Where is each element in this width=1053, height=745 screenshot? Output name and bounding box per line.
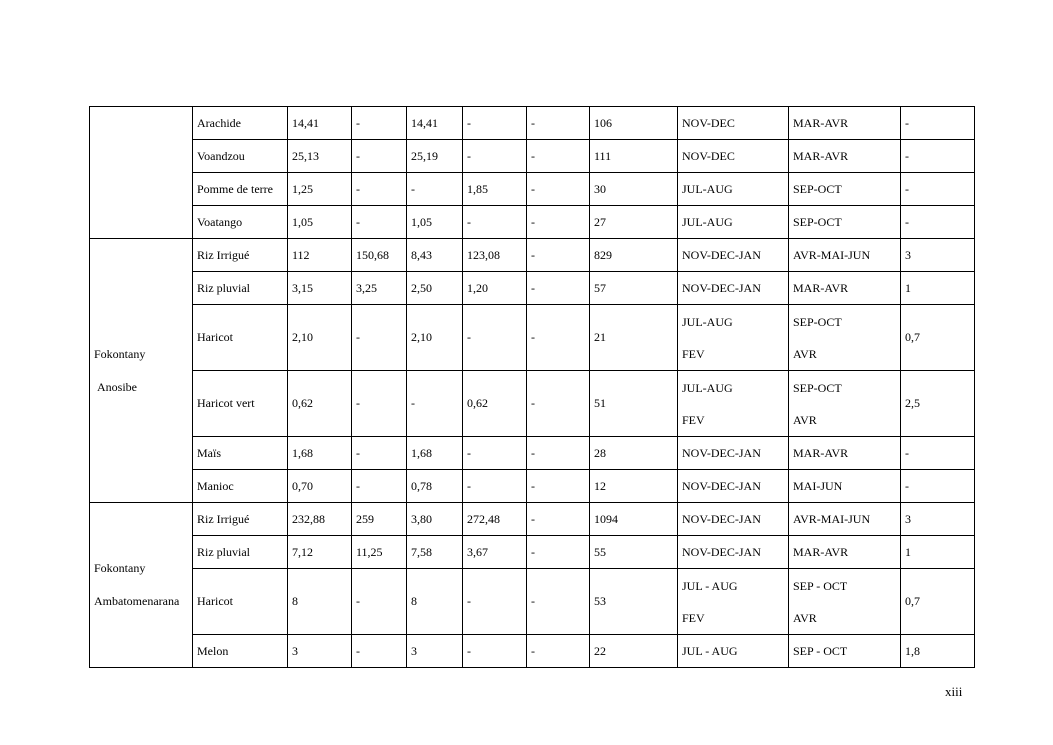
table-cell: 3 — [901, 503, 975, 536]
table-cell: 259 — [352, 503, 407, 536]
table-row — [90, 371, 975, 437]
table-cell: - — [463, 107, 527, 140]
table-cell: 3,67 — [463, 536, 527, 569]
table-cell: NOV-DEC-JAN — [678, 239, 789, 272]
table-cell: 0,70 — [288, 470, 352, 503]
table-cell: - — [527, 503, 590, 536]
cell-line: FEV — [682, 346, 705, 361]
table-cell: MAR-AVR — [789, 272, 901, 305]
table-cell: 25,19 — [407, 140, 463, 173]
table-cell: - — [527, 437, 590, 470]
zone-cell — [90, 239, 193, 503]
table-cell: 272,48 — [463, 503, 527, 536]
table-cell: - — [527, 470, 590, 503]
table-cell: 0,62 — [288, 371, 352, 437]
table-cell: - — [527, 635, 590, 668]
table-cell: SEP-OCT — [789, 173, 901, 206]
table-cell: - — [352, 437, 407, 470]
table-cell: - — [527, 206, 590, 239]
table-cell: NOV-DEC-JAN — [678, 470, 789, 503]
table-row — [90, 239, 975, 272]
table-cell: - — [527, 140, 590, 173]
crop-name-cell: Riz pluvial — [193, 536, 288, 569]
table-cell: 53 — [590, 569, 678, 635]
cell-line: SEP-OCT — [793, 380, 842, 395]
table-cell: NOV-DEC-JAN — [678, 272, 789, 305]
table-row — [90, 536, 975, 569]
table-cell: 11,25 — [352, 536, 407, 569]
cell-line: SEP-OCT — [793, 314, 842, 329]
table-cell: - — [463, 437, 527, 470]
table-cell: 14,41 — [288, 107, 352, 140]
table-cell: 0,78 — [407, 470, 463, 503]
table-cell: - — [463, 569, 527, 635]
cell-line: SEP - OCT — [793, 578, 848, 593]
table-cell: 2,5 — [901, 371, 975, 437]
table-cell: 2,10 — [407, 305, 463, 371]
table-row — [90, 635, 975, 668]
table-cell: 8 — [407, 569, 463, 635]
table-cell: 51 — [590, 371, 678, 437]
table-cell — [789, 305, 901, 371]
table-cell: - — [527, 569, 590, 635]
table-cell — [678, 569, 789, 635]
table-cell: - — [463, 635, 527, 668]
table-cell: - — [352, 173, 407, 206]
table-cell: 0,7 — [901, 569, 975, 635]
table-cell: 55 — [590, 536, 678, 569]
crop-name-cell: Haricot vert — [193, 371, 288, 437]
table-cell: 57 — [590, 272, 678, 305]
table-row — [90, 503, 975, 536]
table-cell: 8 — [288, 569, 352, 635]
crop-name-cell: Riz Irrigué — [193, 239, 288, 272]
table-cell: - — [352, 635, 407, 668]
table-cell: MAR-AVR — [789, 536, 901, 569]
table-cell: 1,8 — [901, 635, 975, 668]
table-cell: JUL-AUG — [678, 206, 789, 239]
table-cell: 1094 — [590, 503, 678, 536]
table-cell: 0,7 — [901, 305, 975, 371]
table-cell: - — [407, 173, 463, 206]
table-cell: 112 — [288, 239, 352, 272]
table-cell: 111 — [590, 140, 678, 173]
table-cell: 3,80 — [407, 503, 463, 536]
table-cell: 3 — [407, 635, 463, 668]
zone-label-line: Fokontany — [94, 346, 146, 361]
table-cell: NOV-DEC-JAN — [678, 536, 789, 569]
table-cell: 2,50 — [407, 272, 463, 305]
table-cell: 7,12 — [288, 536, 352, 569]
table-cell — [789, 371, 901, 437]
table-cell: - — [463, 206, 527, 239]
table-cell: NOV-DEC — [678, 107, 789, 140]
table-row — [90, 173, 975, 206]
crop-table — [89, 106, 975, 668]
table-row — [90, 140, 975, 173]
table-cell: 1 — [901, 272, 975, 305]
zone-label-line: Anosibe — [94, 379, 137, 394]
table-cell: - — [352, 206, 407, 239]
cell-line: FEV — [682, 610, 705, 625]
table-cell: 106 — [590, 107, 678, 140]
table-cell — [678, 371, 789, 437]
table-cell: 22 — [590, 635, 678, 668]
table-cell: - — [352, 371, 407, 437]
table-cell: 7,58 — [407, 536, 463, 569]
table-cell: - — [527, 239, 590, 272]
table-row — [90, 272, 975, 305]
table-cell: - — [901, 107, 975, 140]
table-cell: 123,08 — [463, 239, 527, 272]
table-cell: 3,25 — [352, 272, 407, 305]
table-cell — [789, 569, 901, 635]
table-cell: AVR-MAI-JUN — [789, 239, 901, 272]
table-cell: - — [527, 536, 590, 569]
table-cell: AVR-MAI-JUN — [789, 503, 901, 536]
table-row — [90, 305, 975, 371]
cell-line: JUL-AUG — [682, 314, 733, 329]
crop-name-cell: Haricot — [193, 569, 288, 635]
table-cell: - — [352, 107, 407, 140]
cell-line: FEV — [682, 412, 705, 427]
crop-name-cell: Arachide — [193, 107, 288, 140]
table-cell: - — [352, 305, 407, 371]
crop-name-cell: Voatango — [193, 206, 288, 239]
table-row — [90, 107, 975, 140]
cell-line: AVR — [793, 346, 817, 361]
table-cell: MAR-AVR — [789, 140, 901, 173]
table-cell: - — [527, 305, 590, 371]
table-cell: - — [407, 371, 463, 437]
table-cell: 829 — [590, 239, 678, 272]
table-cell: SEP-OCT — [789, 206, 901, 239]
table-cell: - — [527, 107, 590, 140]
table-cell: - — [901, 470, 975, 503]
cell-line: AVR — [793, 610, 817, 625]
crop-name-cell: Riz pluvial — [193, 272, 288, 305]
table-cell: 0,62 — [463, 371, 527, 437]
table-cell: 21 — [590, 305, 678, 371]
table-cell: - — [527, 371, 590, 437]
cell-line: AVR — [793, 412, 817, 427]
table-cell: 25,13 — [288, 140, 352, 173]
table-cell: 8,43 — [407, 239, 463, 272]
table-cell: - — [527, 272, 590, 305]
cell-line: JUL - AUG — [682, 578, 738, 593]
table-cell: 14,41 — [407, 107, 463, 140]
table-cell: - — [901, 173, 975, 206]
table-cell: 1,25 — [288, 173, 352, 206]
table-row — [90, 206, 975, 239]
table-cell: - — [463, 305, 527, 371]
table-cell: 150,68 — [352, 239, 407, 272]
cell-line: JUL-AUG — [682, 380, 733, 395]
zone-cell — [90, 503, 193, 668]
table-cell: NOV-DEC-JAN — [678, 437, 789, 470]
table-cell — [678, 305, 789, 371]
table-cell: - — [901, 206, 975, 239]
table-cell: 3 — [288, 635, 352, 668]
page-number: xiii — [945, 684, 963, 699]
table-cell: 1 — [901, 536, 975, 569]
crop-name-cell: Riz Irrigué — [193, 503, 288, 536]
crop-name-cell: Pomme de terre — [193, 173, 288, 206]
table-cell: - — [901, 140, 975, 173]
table-cell: NOV-DEC-JAN — [678, 503, 789, 536]
crop-name-cell: Maïs — [193, 437, 288, 470]
table-cell: MAR-AVR — [789, 107, 901, 140]
table-cell: - — [352, 140, 407, 173]
table-cell: 27 — [590, 206, 678, 239]
table-cell: 1,20 — [463, 272, 527, 305]
crop-name-cell: Manioc — [193, 470, 288, 503]
table-cell: 1,05 — [407, 206, 463, 239]
table-cell: SEP - OCT — [789, 635, 901, 668]
crop-name-cell: Melon — [193, 635, 288, 668]
table-cell: JUL-AUG — [678, 173, 789, 206]
crop-name-cell: Voandzou — [193, 140, 288, 173]
zone-label-line: Ambatomenarana — [94, 594, 180, 608]
table-cell: - — [527, 173, 590, 206]
table-cell: - — [352, 569, 407, 635]
table-cell: 2,10 — [288, 305, 352, 371]
table-cell: - — [463, 470, 527, 503]
crop-name-cell: Haricot — [193, 305, 288, 371]
table-cell: JUL - AUG — [678, 635, 789, 668]
table-cell: - — [352, 470, 407, 503]
table-cell: 12 — [590, 470, 678, 503]
table-row — [90, 569, 975, 635]
zone-label-line: Fokontany — [94, 561, 146, 575]
table-row — [90, 470, 975, 503]
zone-cell — [90, 107, 193, 239]
table-cell: 1,05 — [288, 206, 352, 239]
table-cell: NOV-DEC — [678, 140, 789, 173]
table-cell: 28 — [590, 437, 678, 470]
table-cell: 232,88 — [288, 503, 352, 536]
table-cell: 1,68 — [288, 437, 352, 470]
table-cell: 3,15 — [288, 272, 352, 305]
table-row — [90, 437, 975, 470]
table-cell: 1,68 — [407, 437, 463, 470]
table-cell: - — [463, 140, 527, 173]
table-cell: 30 — [590, 173, 678, 206]
table-cell: - — [901, 437, 975, 470]
table-cell: 1,85 — [463, 173, 527, 206]
table-cell: MAI-JUN — [789, 470, 901, 503]
table-cell: 3 — [901, 239, 975, 272]
table-cell: MAR-AVR — [789, 437, 901, 470]
